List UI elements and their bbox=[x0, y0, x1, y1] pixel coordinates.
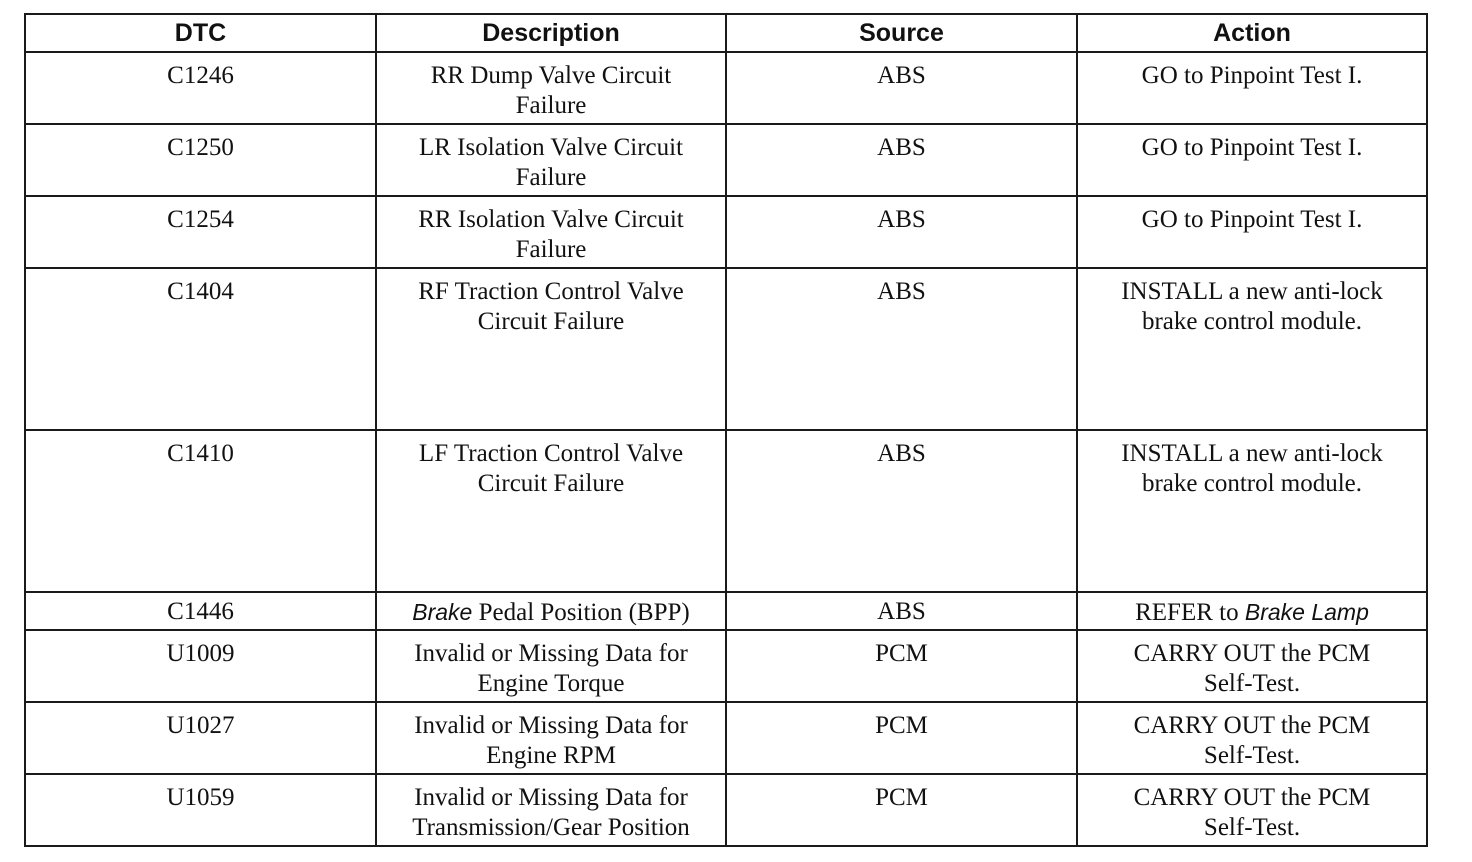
action-line: GO to Pinpoint Test I. bbox=[1141, 206, 1363, 233]
dtc-cell: U1059 bbox=[25, 774, 376, 846]
action-cell bbox=[1077, 630, 1427, 702]
description-cell bbox=[376, 430, 726, 592]
action-cell bbox=[1077, 774, 1427, 846]
description-text: Pedal Position (BPP) bbox=[472, 599, 690, 626]
description-italic: Brake bbox=[412, 599, 473, 625]
description-line: Invalid or Missing Data for bbox=[414, 712, 688, 739]
description-line: Transmission/Gear Position bbox=[412, 814, 690, 841]
description-line: Circuit Failure bbox=[477, 470, 625, 497]
action-text: REFER to bbox=[1135, 599, 1245, 626]
table-row bbox=[25, 630, 1427, 702]
dtc-cell: C1404 bbox=[25, 268, 376, 430]
dtc-cell: C1446 bbox=[25, 592, 376, 630]
action-line: brake control module. bbox=[1141, 308, 1363, 335]
action-line: Self-Test. bbox=[1203, 670, 1301, 697]
description-cell bbox=[376, 52, 726, 124]
description-line: Invalid or Missing Data for bbox=[414, 640, 688, 667]
action-line: GO to Pinpoint Test I. bbox=[1141, 62, 1363, 89]
action-line: CARRY OUT the PCM bbox=[1133, 712, 1371, 739]
dtc-cell: C1250 bbox=[25, 124, 376, 196]
dtc-cell: C1410 bbox=[25, 430, 376, 592]
description-cell bbox=[376, 630, 726, 702]
table-row bbox=[25, 52, 1427, 124]
action-cell bbox=[1077, 124, 1427, 196]
action-line: GO to Pinpoint Test I. bbox=[1141, 134, 1363, 161]
description-line: Invalid or Missing Data for bbox=[414, 784, 688, 811]
action-line: INSTALL a new anti-lock bbox=[1121, 440, 1383, 467]
table-row bbox=[25, 268, 1427, 430]
action-cell bbox=[1077, 196, 1427, 268]
description-line: Failure bbox=[515, 92, 587, 119]
header-description: Description bbox=[376, 14, 726, 52]
header-row bbox=[25, 14, 1427, 52]
action-line: CARRY OUT the PCM bbox=[1133, 784, 1371, 811]
description-cell bbox=[376, 774, 726, 846]
source-cell: ABS bbox=[726, 124, 1077, 196]
dtc-cell: C1254 bbox=[25, 196, 376, 268]
description-cell bbox=[376, 196, 726, 268]
source-cell: ABS bbox=[726, 52, 1077, 124]
table-row bbox=[25, 124, 1427, 196]
dtc-table bbox=[24, 13, 1428, 847]
description-line: Engine Torque bbox=[477, 670, 625, 697]
description-line: RR Isolation Valve Circuit bbox=[418, 206, 684, 233]
source-cell: ABS bbox=[726, 268, 1077, 430]
dtc-cell: C1246 bbox=[25, 52, 376, 124]
table-row bbox=[25, 774, 1427, 846]
description-line: Failure bbox=[515, 164, 587, 191]
source-cell: ABS bbox=[726, 592, 1077, 630]
source-cell: PCM bbox=[726, 630, 1077, 702]
description-cell bbox=[376, 268, 726, 430]
header-action: Action bbox=[1077, 14, 1427, 52]
action-line: INSTALL a new anti-lock bbox=[1121, 278, 1383, 305]
action-line: CARRY OUT the PCM bbox=[1133, 640, 1371, 667]
description-line: Failure bbox=[515, 236, 587, 263]
description-line: Engine RPM bbox=[486, 742, 616, 769]
description-line: Circuit Failure bbox=[477, 308, 625, 335]
action-line: Self-Test. bbox=[1203, 742, 1301, 769]
dtc-cell: U1009 bbox=[25, 630, 376, 702]
description-line: LF Traction Control Valve bbox=[418, 440, 684, 467]
source-cell: PCM bbox=[726, 774, 1077, 846]
source-cell: PCM bbox=[726, 702, 1077, 774]
table-row bbox=[25, 702, 1427, 774]
table-row bbox=[25, 430, 1427, 592]
action-cell bbox=[1077, 268, 1427, 430]
source-cell: ABS bbox=[726, 196, 1077, 268]
description-cell bbox=[376, 592, 726, 630]
table-row bbox=[25, 592, 1427, 630]
description-line: RR Dump Valve Circuit bbox=[430, 62, 672, 89]
header-dtc: DTC bbox=[25, 14, 376, 52]
action-cell bbox=[1077, 592, 1427, 630]
action-cell bbox=[1077, 52, 1427, 124]
description-cell bbox=[376, 702, 726, 774]
action-italic: Brake Lamp bbox=[1244, 599, 1369, 625]
action-cell bbox=[1077, 430, 1427, 592]
dtc-cell: U1027 bbox=[25, 702, 376, 774]
action-cell bbox=[1077, 702, 1427, 774]
description-line: RF Traction Control Valve bbox=[418, 278, 684, 305]
action-line: Self-Test. bbox=[1203, 814, 1301, 841]
table-row bbox=[25, 196, 1427, 268]
header-source: Source bbox=[726, 14, 1077, 52]
action-line: brake control module. bbox=[1141, 470, 1363, 497]
description-line: LR Isolation Valve Circuit bbox=[418, 134, 684, 161]
description-cell bbox=[376, 124, 726, 196]
source-cell: ABS bbox=[726, 430, 1077, 592]
